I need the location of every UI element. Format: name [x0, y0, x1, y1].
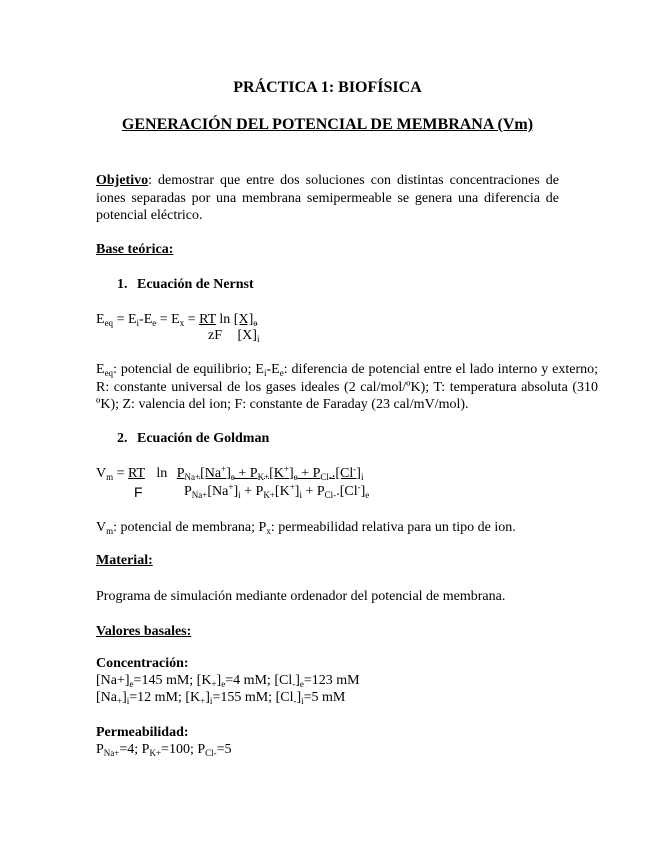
p-sub: K+: [149, 748, 162, 758]
g-sub: i: [360, 472, 364, 482]
concentration-line-external: [96, 673, 360, 689]
nernst-e: E: [96, 312, 105, 327]
gd-sub: m: [106, 526, 114, 536]
permeability-values: [96, 742, 232, 758]
g-sub: i: [238, 490, 241, 500]
g-text: P: [176, 466, 185, 481]
goldman-title: Ecuación de Goldman: [137, 431, 270, 446]
c-text: ]: [122, 690, 127, 705]
desc-text: E: [96, 362, 105, 377]
c-sub: i: [301, 696, 304, 706]
desc-sub: e: [279, 368, 284, 378]
g-sup: +: [228, 482, 234, 492]
c-text: =155 mM;: [212, 690, 276, 705]
nernst-rt: RT: [199, 312, 216, 327]
nernst-description: [96, 361, 598, 414]
material-heading: Material:: [96, 553, 153, 568]
goldman-denominator: [184, 484, 369, 500]
nernst-sub: x: [179, 318, 185, 328]
g-sup: +: [289, 482, 295, 492]
g-sup: +: [283, 464, 289, 474]
g-text: [K: [274, 484, 290, 499]
page-subtitle: GENERACIÓN DEL POTENCIAL DE MEMBRANA (Vm): [121, 116, 534, 133]
objective-label: Objetivo: [96, 173, 149, 188]
g-text: P: [184, 484, 192, 499]
g-text: P: [249, 466, 258, 481]
concentration-heading: Concentración:: [96, 656, 189, 671]
gd-sub: x: [266, 526, 271, 536]
c-sub: +: [200, 696, 206, 706]
c-text: =12 mM;: [129, 690, 186, 705]
g-text: .[Cl: [331, 466, 354, 481]
g-sup: +: [221, 464, 227, 474]
g-text: ]: [356, 466, 361, 481]
g-text: P: [312, 466, 321, 481]
g-text: +: [240, 484, 256, 499]
g-sub: Na+: [191, 490, 208, 500]
g-sub: m: [106, 472, 114, 482]
c-text: ]: [216, 673, 222, 688]
nernst-text: =: [184, 312, 200, 327]
g-text: +: [234, 466, 250, 481]
desc-text: : potencial de equilibrio; E: [113, 362, 264, 377]
desc-text: -E: [266, 362, 280, 377]
goldman-equation: [96, 466, 363, 482]
g-sub: K+: [257, 472, 270, 482]
gd-text: V: [96, 520, 107, 535]
g-text: V: [96, 466, 107, 481]
nernst-sub: eq: [104, 318, 114, 328]
c-sub: i: [209, 696, 213, 706]
material-text: Programa de simulación mediante ordenador del potencial de membrana.: [96, 589, 506, 604]
g-text: P: [316, 484, 325, 499]
g-ln: ln: [156, 466, 168, 481]
nernst-heading: [117, 277, 254, 293]
g-sub: e: [230, 472, 235, 482]
goldman-number: 2.: [117, 431, 128, 446]
nernst-sub: i: [136, 318, 140, 328]
g-text: +: [301, 484, 317, 499]
p-text: P: [96, 742, 104, 757]
nernst-ln: ln: [215, 312, 234, 327]
p-text: =100;: [161, 742, 198, 757]
g-text: P: [255, 484, 264, 499]
c-text: [Na+]: [96, 673, 130, 688]
c-sub: -: [293, 696, 297, 706]
g-rt: RT: [128, 466, 145, 481]
nernst-denominator: [208, 328, 259, 344]
g-sub: K+: [263, 490, 275, 500]
g-text: ]: [233, 484, 239, 499]
c-text: [Cl: [275, 690, 294, 705]
p-text: =4;: [119, 742, 142, 757]
g-text: ]: [360, 484, 366, 499]
c-sub: e: [129, 679, 134, 689]
p-sub: Cl-: [205, 748, 217, 758]
nernst-number: 1.: [117, 277, 128, 292]
goldman-description: [96, 520, 516, 536]
nernst-text: -E: [139, 312, 153, 327]
c-text: [K: [196, 673, 212, 688]
g-sub: e: [293, 472, 298, 482]
c-sub: +: [211, 679, 217, 689]
c-text: =5 mM: [303, 690, 346, 705]
nernst-sub: e: [152, 318, 157, 328]
nernst-text: = E: [156, 312, 180, 327]
g-text: =: [113, 466, 129, 481]
nernst-title: Ecuación de Nernst: [137, 277, 254, 292]
g-text: ]: [289, 466, 294, 481]
p-sub: Na+: [103, 748, 120, 758]
objective-paragraph: [96, 172, 559, 225]
c-sub: +: [117, 696, 123, 706]
c-sub: i: [126, 696, 130, 706]
c-text: =4 mM;: [225, 673, 275, 688]
g-text: [Na: [207, 484, 229, 499]
gd-text: : permeabilidad relativa para un tipo de ion.: [270, 520, 516, 535]
c-sub: e: [221, 679, 226, 689]
g-sub: e: [365, 490, 370, 500]
p-text: P: [197, 742, 206, 757]
goldman-heading: [117, 431, 269, 447]
objective-text: : demostrar que entre dos soluciones con distintas concentraciones de iones separadas por una membrana semipermeable se genera una diferencia de potencial eléctrico.: [96, 173, 559, 223]
permeability-heading: Permeabilidad:: [96, 725, 189, 740]
gd-text: : potencial de membrana; P: [113, 520, 267, 535]
g-sub: Cl-: [320, 472, 332, 482]
c-text: =145 mM;: [133, 673, 197, 688]
c-sub: e: [299, 679, 304, 689]
c-sub: -: [292, 679, 296, 689]
c-text: [Na: [96, 690, 117, 705]
nernst-sub: e: [253, 318, 258, 328]
g-sub: i: [299, 490, 302, 500]
c-text: [Cl: [274, 673, 293, 688]
c-text: ]: [295, 673, 300, 688]
nernst-sub: i: [256, 334, 260, 344]
c-text: =123 mM: [303, 673, 360, 688]
g-text: [K: [269, 466, 284, 481]
nernst-equation: [96, 312, 257, 328]
basal-heading: Valores basales:: [96, 624, 192, 639]
nernst-text: = E: [113, 312, 137, 327]
g-text: [Na: [200, 466, 222, 481]
c-text: ]: [296, 690, 302, 705]
desc-text: : diferencia de potencial entre el lado interno y externo; R: constante universal de los gases ideales (2 cal/mol/ºK); T: temperatura absoluta (310 ºK); Z: valencia del ion; F: constante de Faraday (23 cal/mV/mol).: [96, 362, 598, 412]
g-sup: -: [353, 464, 357, 474]
page-title: PRÁCTICA 1: BIOFÍSICA: [233, 79, 422, 96]
c-text: [K: [185, 690, 201, 705]
g-text: +: [297, 466, 313, 481]
nernst-x-num: [X]: [233, 312, 254, 327]
g-text: ]: [226, 466, 231, 481]
nernst-x-den: [X]: [237, 328, 257, 343]
p-text: P: [141, 742, 150, 757]
nernst-zf: zF: [208, 328, 222, 343]
g-sub: Cl-: [324, 490, 337, 500]
goldman-f: F: [134, 484, 143, 500]
base-heading: Base teórica:: [96, 242, 174, 257]
desc-sub: i: [264, 368, 267, 378]
c-text: ]: [205, 690, 210, 705]
concentration-line-internal: [96, 690, 345, 706]
desc-sub: eq: [104, 368, 114, 378]
g-sub: Na+: [184, 472, 201, 482]
p-text: =5: [216, 742, 232, 757]
g-text: ]: [294, 484, 300, 499]
g-text: .[Cl: [336, 484, 358, 499]
g-sup: -: [357, 482, 361, 492]
goldman-numerator: [177, 466, 364, 481]
